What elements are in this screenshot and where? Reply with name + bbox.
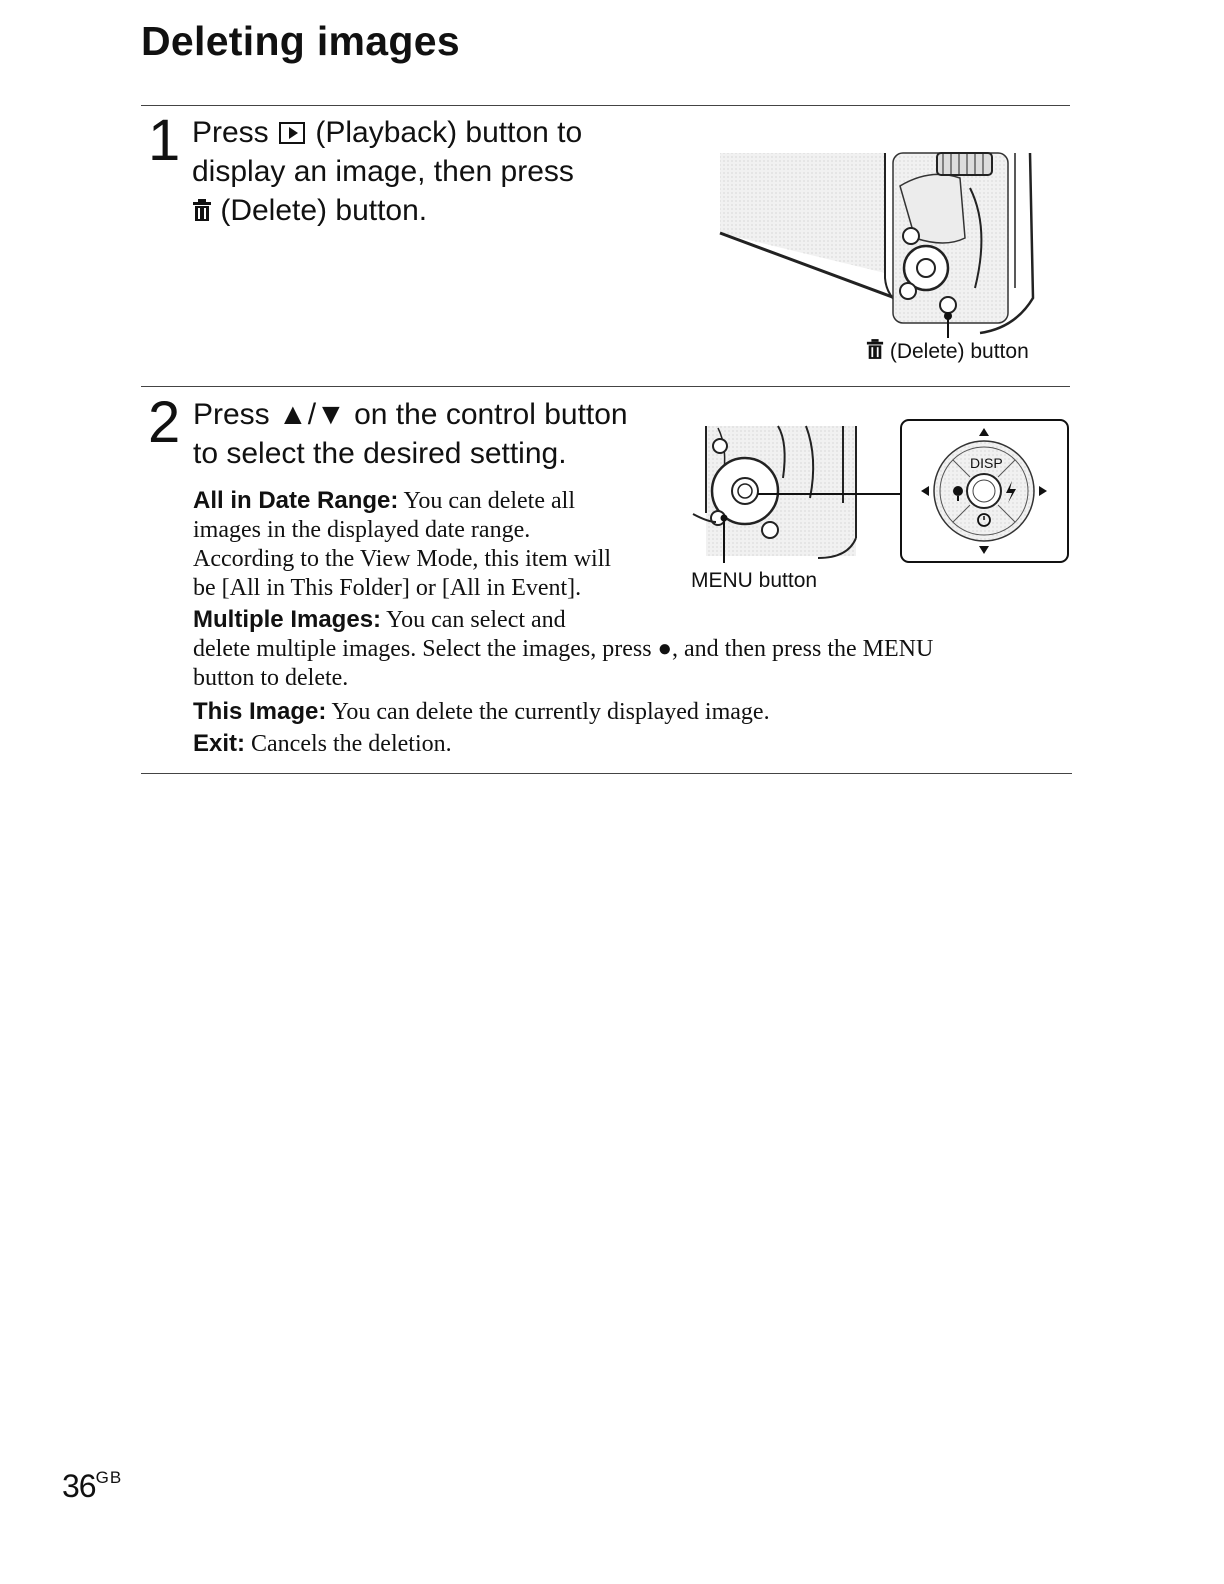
control-button-illustration — [688, 418, 1073, 568]
playback-icon — [279, 122, 305, 144]
option-text: button to delete. — [193, 665, 349, 691]
step-2-instruction — [193, 395, 673, 473]
delete-button-caption — [866, 338, 1029, 364]
option-text: According to the View Mode, this item will — [193, 546, 612, 572]
option-text: You can select and — [386, 607, 566, 633]
step-1-line2: display an image, then press — [192, 155, 574, 188]
option-text: You can delete the currently displayed image. — [331, 699, 770, 725]
option-this-image — [193, 697, 1073, 727]
step-2-line2: to select the desired setting. — [193, 437, 567, 470]
step-2-number: 2 — [148, 390, 181, 455]
step-1-line1-after: (Playback) button to — [315, 116, 583, 149]
option-text: be [All in This Folder] or [All in Event]. — [193, 575, 582, 601]
camera-back-illustration — [715, 148, 1050, 338]
disp-label: DISP — [970, 455, 1003, 471]
page-region: GB — [95, 1468, 123, 1487]
option-term: All in Date Range: — [193, 487, 399, 514]
option-term: Exit: — [193, 730, 246, 757]
trash-icon — [866, 338, 884, 360]
divider-top — [141, 105, 1070, 106]
step-1-instruction — [192, 113, 662, 230]
step-2-line1: Press ▲/▼ on the control button — [193, 398, 628, 431]
step-1-line1-before: Press — [192, 116, 269, 149]
option-term: Multiple Images: — [193, 606, 382, 633]
option-text: images in the displayed date range. — [193, 517, 531, 543]
page-number-value: 36 — [62, 1468, 96, 1504]
delete-button-caption-text: (Delete) button — [889, 340, 1029, 363]
divider-middle — [141, 386, 1070, 387]
page-number — [62, 1468, 122, 1505]
step-1-number: 1 — [148, 108, 181, 173]
trash-icon — [192, 198, 212, 222]
option-text: Cancels the deletion. — [251, 731, 452, 757]
option-term: This Image: — [193, 698, 327, 725]
option-exit — [193, 729, 1073, 759]
option-multiple-images — [193, 605, 1073, 693]
menu-button-caption: MENU button — [691, 569, 818, 592]
option-text: delete multiple images. Select the images, press ●, and then press the MENU — [193, 636, 934, 662]
divider-bottom — [141, 773, 1072, 774]
option-all-in-date-range — [193, 486, 673, 603]
step-1-line3: (Delete) button. — [220, 194, 428, 227]
page-title: Deleting images — [141, 18, 460, 64]
option-text: You can delete all — [403, 488, 575, 514]
